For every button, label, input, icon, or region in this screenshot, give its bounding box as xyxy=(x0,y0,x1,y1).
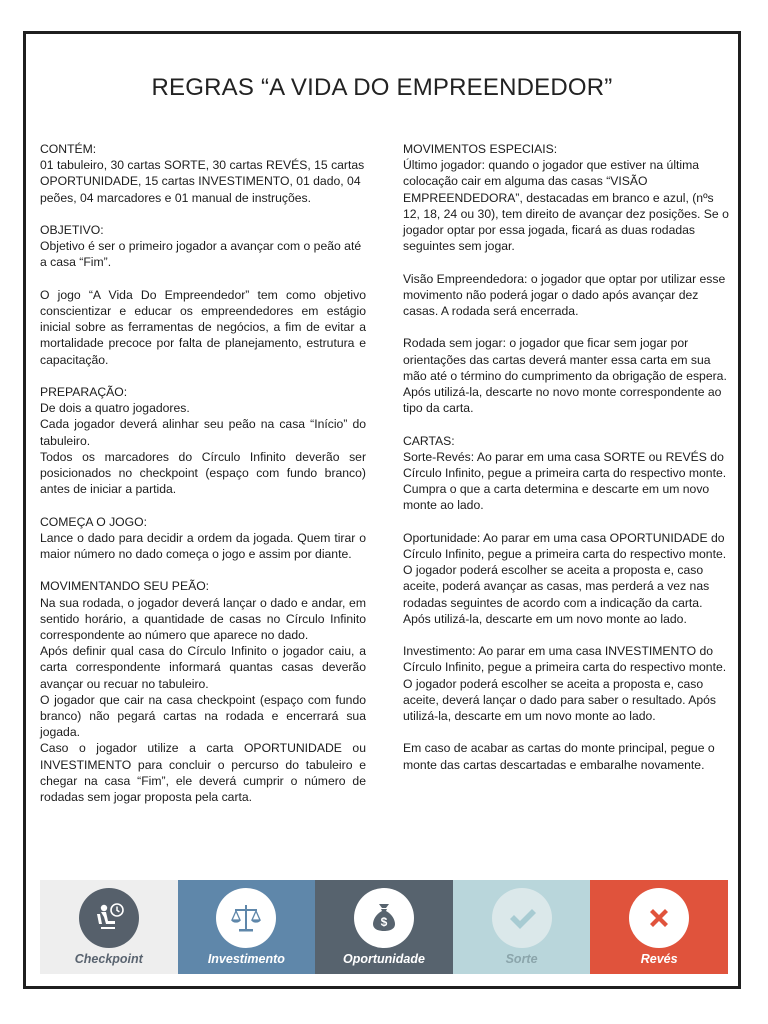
text-mov-1: Na sua rodada, o jogador deverá lançar o dado e andar, em sentido horário, a quantidade de casas no Círculo Infinito correspondente ao número que aparece no dado. xyxy=(40,595,366,643)
text-comeca: Lance o dado para decidir a ordem da jogada. Quem tirar o maior número no dado começa o jogo e assim por diante. xyxy=(40,530,366,562)
legend-label-sorte: Sorte xyxy=(505,952,538,966)
text-esp-1: Último jogador: quando o jogador que estiver na última colocação cair em alguma das casas “VISÃO EMPREENDEDORA”, destacadas em branco e azul, (nºs 12, 18, 24 ou 30), tem direito de avançar dez posições. Se o jogador optar por essa jogada, ficará as duas rodadas seguintes sem jogar. xyxy=(403,158,729,254)
text-cartas-2: Oportunidade: Ao parar em uma casa OPORTUNIDADE do Círculo Infinito, pegue a primeira carta do respectivo monte. O jogador poderá escolher se aceita a proposta e, caso aceite, poderá avançar as casas, mas perderá a vez nas rodadas seguintes de acordo com a indicação da carta. Após utilizá-la, descarte em um novo monte ao lado. xyxy=(403,530,727,626)
seated-person-clock-icon xyxy=(79,888,139,948)
text-objetivo-2: O jogo “A Vida Do Empreendedor” tem como objetivo conscientizar e educar os empreendedores em estágio inicial sobre as ferramentas de negócios, a fim de evitar a mortalidade precoce por falta de planejamento, estrutura e capacitação. xyxy=(40,287,366,367)
text-cartas-3: Investimento: Ao parar em uma casa INVESTIMENTO do Círculo Infinito, pegue a primeira carta do respectivo monte. O jogador poderá escolher se aceita a proposta e, caso aceite, deverá lançar o dado para saber o resultado. Após utilizá-la, descarte em um novo monte ao lado. xyxy=(403,644,727,724)
heading-cartas: CARTAS: xyxy=(403,433,455,448)
text-contem: 01 tabuleiro, 30 cartas SORTE, 30 cartas REVÉS, 15 cartas OPORTUNIDADE, 15 cartas INVESTIMENTO, 01 dado, 04 peões, 04 marcadores e 01 manual de instruções. xyxy=(40,158,365,205)
legend-reves xyxy=(590,880,728,974)
section-contem xyxy=(40,141,366,206)
legend-oportunidade xyxy=(315,880,453,974)
section-especiais xyxy=(403,141,731,254)
legend-investimento xyxy=(178,880,316,974)
text-esp-3: Rodada sem jogar: o jogador que ficar sem jogar por orientações das cartas deverá manter essa carta em sua mão até o término do cumprimento da obrigação de espera. Após utilizá-la, descarte no novo monte correspondente ao tipo da carta. xyxy=(403,336,727,416)
legend-label-reves: Revés xyxy=(640,952,678,966)
balance-scale-icon xyxy=(216,888,276,948)
text-mov-4: Caso o jogador utilize a carta OPORTUNIDADE ou INVESTIMENTO para concluir o percurso do tabuleiro e chegar na casa “Fim”, ele deverá cumprir o número de rodadas sem jogar proposta pela carta. xyxy=(40,741,366,805)
heading-comeca: COMEÇA O JOGO: xyxy=(40,514,147,529)
text-objetivo: Objetivo é ser o primeiro jogador a avançar com o peão até a casa “Fim”. xyxy=(40,239,362,270)
legend-bar xyxy=(40,880,728,974)
heading-preparacao: PREPARAÇÃO: xyxy=(40,385,128,399)
text-preparacao-1: De dois a quatro jogadores. xyxy=(40,401,190,416)
right-column xyxy=(403,141,731,789)
text-cartas-4: Em caso de acabar as cartas do monte principal, pegue o monte das cartas descartadas e embaralhe novamente. xyxy=(403,741,715,772)
legend-label-investimento: Investimento xyxy=(207,952,285,966)
section-preparacao xyxy=(40,384,366,497)
cross-icon xyxy=(629,888,689,948)
section-movimentando xyxy=(40,578,366,805)
text-esp-2: Visão Empreendedora: o jogador que optar por utilizar esse movimento não poderá jogar o dado após avançar dez casas. A rodada será encerrada. xyxy=(403,271,726,319)
text-cartas-1: Sorte-Revés: Ao parar em uma casa SORTE ou REVÉS do Círculo Infinito, pegue a primeira carta do respectivo monte. Cumpra o que a carta determina e descarte em um novo monte ao lado. xyxy=(403,449,727,513)
text-mov-3: O jogador que cair na casa checkpoint (espaço com fundo branco) não pegará cartas na rodada e encerrará sua jogada. xyxy=(40,692,366,740)
money-bag-icon xyxy=(354,888,414,948)
heading-especiais: MOVIMENTOS ESPECIAIS: xyxy=(403,142,558,156)
heading-objetivo: OBJETIVO: xyxy=(40,223,104,237)
section-comeca xyxy=(40,514,366,563)
svg-text:$: $ xyxy=(380,915,388,929)
legend-label-oportunidade: Oportunidade xyxy=(343,952,425,966)
section-objetivo xyxy=(40,222,366,271)
legend-checkpoint xyxy=(40,880,178,974)
page-title: REGRAS “A VIDA DO EMPREENDEDOR” xyxy=(151,74,613,101)
checkmark-icon xyxy=(492,888,552,948)
text-mov-2: Após definir qual casa do Círculo Infinito o jogador caiu, a carta correspondente informará quantas casas deverão avançar ou recuar no tabuleiro. xyxy=(40,644,366,691)
section-cartas xyxy=(403,433,731,514)
heading-contem: CONTÉM: xyxy=(40,142,97,156)
page-frame xyxy=(23,31,741,989)
text-preparacao-3: Todos os marcadores do Círculo Infinito deverão ser posicionados no checkpoint (espaço com fundo branco) antes de iniciar a partida. xyxy=(40,449,366,497)
text-preparacao-2: Cada jogador deverá alinhar seu peão na casa “Início” do tabuleiro. xyxy=(40,417,366,448)
legend-sorte xyxy=(453,880,591,974)
left-column xyxy=(40,141,366,821)
heading-movimentando: MOVIMENTANDO SEU PEÃO: xyxy=(40,579,210,594)
legend-label-checkpoint: Checkpoint xyxy=(74,952,143,966)
